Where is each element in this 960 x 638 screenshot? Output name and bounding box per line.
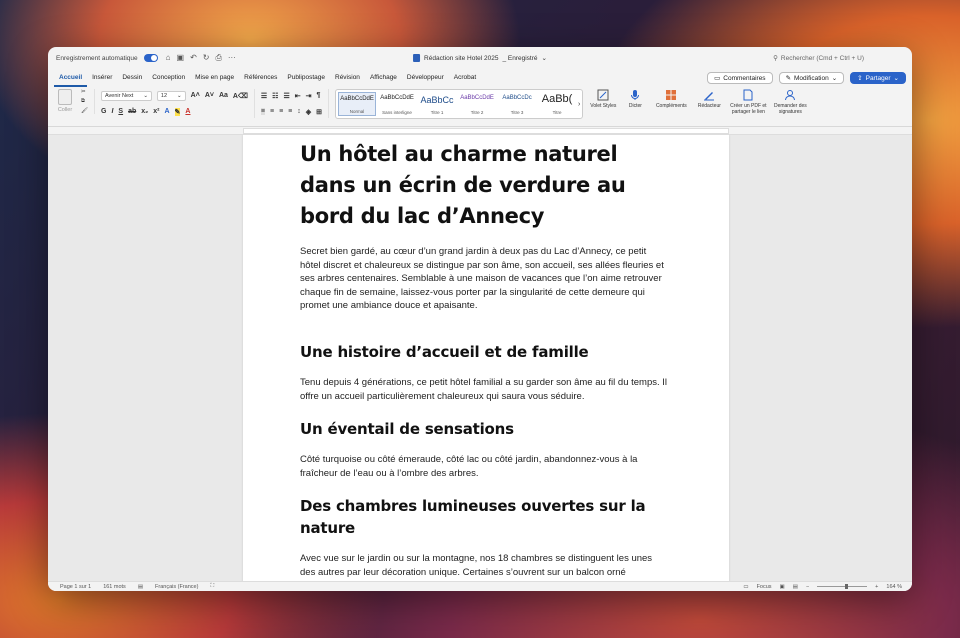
strikethrough-icon[interactable]: ab: [128, 108, 137, 115]
subscript-icon[interactable]: x₂: [141, 108, 149, 115]
language[interactable]: Français (France): [155, 583, 199, 590]
paragraph-chambres[interactable]: Avec vue sur le jardin ou sur la montagne, nos 18 chambres se distinguent les unes des autres par leur décoration unique. Certaines s’ouvrent sur un balcon orné: [300, 553, 653, 578]
pdf-icon: [742, 89, 754, 101]
document-status: _ Enregistré: [502, 54, 538, 62]
comment-icon: ▭: [714, 75, 721, 82]
font-size-select[interactable]: [157, 91, 186, 101]
align-left-icon[interactable]: ≡: [260, 108, 265, 115]
quick-access-toolbar: [166, 53, 236, 63]
clear-format-icon[interactable]: A⌫: [232, 92, 248, 100]
chevron-down-icon: ⌄: [143, 92, 148, 99]
tab-developpeur[interactable]: Développeur: [406, 74, 444, 81]
status-right: [743, 584, 902, 590]
bullets-icon[interactable]: ☰: [260, 92, 268, 100]
tab-dessin[interactable]: Dessin: [122, 74, 143, 81]
bold-icon[interactable]: G: [100, 108, 107, 115]
font-name-select[interactable]: [101, 91, 152, 101]
ribbon-tabs: [48, 69, 912, 87]
italic-icon[interactable]: I: [111, 108, 114, 115]
clipboard-group: [54, 89, 95, 114]
ruler-track: [243, 128, 729, 134]
more-icon[interactable]: ···: [227, 53, 236, 62]
home-icon[interactable]: ⌂: [165, 53, 171, 62]
tab-acrobat[interactable]: Acrobat: [453, 74, 477, 81]
word-count[interactable]: 161 mots: [103, 583, 126, 590]
zoom-slider[interactable]: [817, 586, 867, 587]
search-box[interactable]: [773, 54, 864, 62]
style-titre-2[interactable]: [458, 92, 496, 116]
styles-pane-icon: [597, 89, 609, 101]
proofing-icon[interactable]: ▤: [137, 583, 144, 590]
chevron-right-icon[interactable]: ›: [578, 100, 581, 108]
multilevel-icon[interactable]: ☰: [283, 92, 290, 100]
align-center-icon[interactable]: ≡: [269, 108, 275, 115]
comments-label: Commentaires: [723, 74, 766, 82]
document-name: Rédaction site Hotel 2025: [424, 54, 499, 62]
editor-button[interactable]: [691, 89, 727, 109]
tab-conception[interactable]: Conception: [152, 74, 186, 81]
share-button[interactable]: [850, 72, 906, 84]
status-bar: [48, 581, 912, 591]
print-layout-icon[interactable]: ▣: [779, 583, 785, 590]
underline-icon[interactable]: S: [118, 108, 124, 115]
redo-icon[interactable]: ↻: [202, 53, 210, 62]
autosave: [56, 54, 158, 62]
tab-mise-en-page[interactable]: Mise en page: [195, 74, 235, 81]
paste-button[interactable]: [54, 89, 76, 114]
autosave-label: Enregistrement automatique: [56, 54, 138, 62]
format-painter-icon[interactable]: 🖌: [81, 108, 88, 114]
web-layout-icon[interactable]: ▤: [792, 583, 798, 590]
justify-icon[interactable]: ≡: [288, 108, 293, 115]
tab-references[interactable]: Références: [244, 74, 278, 81]
page-count[interactable]: Page 1 sur 1: [60, 583, 92, 590]
font-color-icon[interactable]: A: [185, 108, 191, 115]
search-placeholder: Rechercher (Cmd + Ctrl + U): [780, 54, 864, 62]
shading-icon[interactable]: ◈: [305, 108, 312, 116]
zoom-level[interactable]: 164 %: [886, 583, 902, 590]
signatures-button[interactable]: [769, 89, 811, 115]
share-label: Partager: [865, 74, 891, 82]
pilcrow-icon[interactable]: ¶: [316, 92, 321, 99]
styles-pane-label: Volet Styles: [590, 103, 617, 109]
document-title-heading[interactable]: Un hôtel au charme naturel dans un écrin de verdure au bord du lac d’Annecy: [300, 142, 626, 228]
create-pdf-label: Créer un PDF et partager le lien: [730, 103, 767, 115]
editor-label: Rédacteur: [697, 103, 721, 109]
dictate-label: Dicter: [628, 103, 642, 109]
heading-eventail-sensations[interactable]: Un éventail de sensations: [300, 420, 514, 439]
addins-label: Compléments: [655, 103, 687, 109]
document-canvas[interactable]: [48, 135, 912, 581]
ribbon: [48, 87, 912, 127]
numbering-icon[interactable]: ☷: [272, 92, 279, 100]
font-size-value: 12: [160, 92, 168, 99]
paragraph-accueil-famille[interactable]: Tenu depuis 4 générations, ce petit hôtel familial a su garder son âme au fil du temps. Il offre un accueil particulièrement chaleureux qui saura vous séduire.: [300, 376, 668, 402]
chevron-down-icon: ⌄: [541, 55, 547, 62]
cut-icon[interactable]: ✂: [81, 89, 86, 95]
styles-pane-button[interactable]: [587, 89, 619, 109]
word-window: [48, 47, 912, 591]
tab-revision[interactable]: Révision: [335, 74, 360, 81]
style-name: Titre 2: [470, 110, 484, 115]
style-name: Sans interligne: [382, 110, 412, 115]
chevron-down-icon: ⌄: [831, 75, 838, 82]
style-name: Titre 1: [430, 110, 444, 115]
accessibility-icon[interactable]: ⛶: [210, 583, 215, 589]
save-icon[interactable]: ▣: [176, 53, 185, 62]
horizontal-ruler[interactable]: [48, 127, 912, 135]
style-titre-1[interactable]: [418, 92, 456, 116]
style-sample: AaBbCc: [420, 95, 454, 105]
focus-icon: ▭: [743, 583, 749, 590]
undo-icon[interactable]: ↶: [190, 53, 197, 62]
font-name-value: Avenir Next: [104, 92, 134, 99]
chevron-down-icon: ⌄: [893, 75, 899, 82]
dictate-button[interactable]: [619, 89, 651, 109]
style-sans-interligne[interactable]: [378, 92, 416, 116]
font-group: [101, 89, 255, 118]
superscript-icon[interactable]: x²: [153, 108, 160, 115]
paste-icon: [58, 89, 72, 105]
modification-button[interactable]: [779, 72, 845, 84]
style-sample: AaBbCcDdE: [380, 95, 414, 101]
document-title[interactable]: [413, 54, 547, 62]
style-sample: AaBb(: [541, 93, 573, 105]
change-case-icon[interactable]: Aa: [218, 92, 228, 99]
style-name: Titre 3: [510, 110, 524, 115]
document-page[interactable]: [243, 135, 729, 581]
decrease-indent-icon[interactable]: ⇤: [294, 92, 301, 100]
style-sample: AaBbCcDdE: [340, 96, 374, 102]
tab-inserer[interactable]: Insérer: [92, 74, 113, 81]
intro-paragraph[interactable]: Secret bien gardé, au cœur d’un grand jardin à deux pas du Lac d’Annecy, ce petit hôtel discret et chaleureux se distingue par son âme, son accueil, ses allées fleuries et ses arbres centenaires. Semblable à une maison de vacances que l’on aime retrouver chaque fin de semaine, laissez-vous porter par la singularité de cette demeure qui promet une ambiance douce et apaisante.: [300, 246, 664, 312]
align-right-icon[interactable]: ≡: [279, 108, 284, 115]
title-bar: [48, 47, 912, 69]
style-sample: AaBbCcDc: [502, 95, 532, 101]
addins-icon: [665, 89, 677, 101]
styles-gallery: [335, 89, 583, 119]
create-pdf-button[interactable]: [727, 89, 769, 115]
autosave-toggle[interactable]: [144, 54, 158, 62]
copy-icon[interactable]: ⧉: [81, 98, 85, 104]
document-icon: [413, 54, 420, 62]
signatures-label: Demander des signatures: [773, 103, 807, 115]
line-spacing-icon[interactable]: ↕: [297, 108, 301, 115]
highlight-icon[interactable]: ✎: [174, 108, 181, 116]
comments-button[interactable]: [707, 72, 772, 84]
zoom-in-icon[interactable]: +: [875, 583, 879, 590]
zoom-out-icon[interactable]: −: [805, 583, 810, 590]
paragraph-eventail-sensations[interactable]: Côté turquoise ou côté émeraude, côté lac ou côté jardin, abandonnez-vous à la fraîcheur de l’eau ou à l’ombre des arbres.: [300, 454, 638, 479]
tab-publipostage[interactable]: Publipostage: [287, 74, 325, 81]
tab-accueil[interactable]: Accueil: [54, 69, 87, 87]
print-icon[interactable]: ⎙: [215, 53, 222, 62]
paste-label: Coller: [57, 107, 73, 113]
text-effects-icon[interactable]: A: [164, 108, 170, 115]
search-icon: ⚲: [773, 55, 778, 62]
style-titre[interactable]: [538, 92, 576, 116]
addins-button[interactable]: [651, 89, 691, 109]
style-name: Titre: [552, 110, 562, 115]
grow-font-icon[interactable]: A˄: [190, 92, 200, 99]
signature-icon: [784, 89, 796, 101]
increase-indent-icon[interactable]: ⇥: [305, 92, 312, 100]
tab-affichage[interactable]: Affichage: [369, 74, 397, 81]
style-titre-3[interactable]: [498, 92, 536, 116]
style-normal[interactable]: [338, 92, 376, 116]
paragraph-group: [261, 89, 329, 118]
focus-button[interactable]: Focus: [756, 583, 772, 590]
style-sample: AaBbCcDdE: [460, 95, 494, 101]
shrink-font-icon[interactable]: A˅: [204, 92, 214, 99]
heading-accueil-famille[interactable]: Une histoire d’accueil et de famille: [300, 342, 589, 361]
borders-icon[interactable]: ⊞: [316, 108, 323, 116]
tab-actions: [707, 72, 906, 84]
chevron-down-icon: ⌄: [177, 92, 182, 99]
heading-chambres[interactable]: Des chambres lumineuses ouvertes sur la nature: [300, 497, 646, 538]
pencil-icon: ✎: [785, 75, 792, 82]
microphone-icon: [629, 89, 641, 101]
modification-label: Modification: [794, 74, 829, 82]
editor-icon: [703, 89, 715, 101]
share-icon: ⇪: [857, 75, 863, 82]
style-name: Normal: [349, 109, 365, 114]
